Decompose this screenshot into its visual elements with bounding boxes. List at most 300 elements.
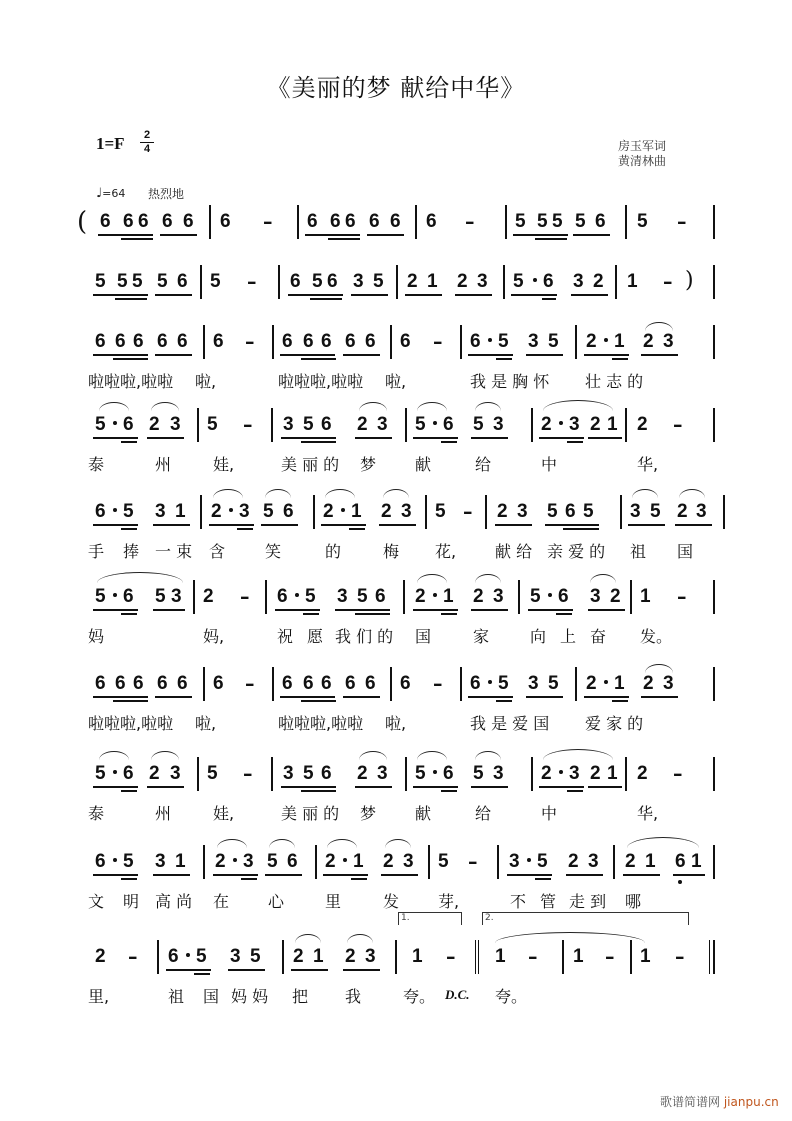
bar-line (503, 265, 505, 299)
lyric: 愿 (307, 627, 324, 646)
note-digit: 6 (213, 673, 224, 694)
note-digit: 3 (569, 414, 580, 435)
note-digit: 3 (283, 414, 294, 435)
bar-line (460, 325, 462, 359)
lyric: 娃, (213, 804, 235, 823)
note-digit: 2 (643, 331, 654, 352)
bar-line (209, 205, 211, 239)
lyric: 我 们 的 (335, 627, 394, 646)
note-digit: 3 (337, 586, 348, 607)
bar-line (197, 408, 199, 442)
lyric: 发。 (640, 627, 673, 646)
beam-underline (588, 609, 625, 611)
note-digit: 5 (267, 851, 278, 872)
note-digit: 5 (207, 763, 218, 784)
beam-underline (323, 874, 368, 876)
notes (85, 580, 725, 616)
beam-underline (335, 609, 390, 611)
note-digit: 6 (162, 211, 173, 232)
note-digit: 3 (377, 414, 388, 435)
note-digit: 3 (155, 501, 166, 522)
lyric: 笑 (265, 542, 282, 561)
lyric: 含 (209, 542, 226, 561)
extension-dash: – (263, 211, 273, 233)
bar-line (272, 325, 274, 359)
slur-arc (475, 574, 501, 583)
note-digit: 3 (630, 501, 641, 522)
note-digit: 1 (353, 851, 364, 872)
beam-underline (155, 294, 192, 296)
notes (85, 325, 725, 361)
note-digit: 3 (283, 763, 294, 784)
lyric: 祖 (630, 542, 647, 561)
note-digit: 6 (400, 673, 411, 694)
note-digit: 6 (133, 331, 144, 352)
beam-underline (265, 874, 302, 876)
beam-underline (261, 524, 298, 526)
beam-underline (381, 874, 418, 876)
bar-line (425, 495, 427, 529)
beam-underline (567, 790, 583, 792)
beam-underline (155, 696, 192, 698)
bar-line (282, 940, 284, 974)
bar-line (531, 408, 533, 442)
slur-arc (97, 572, 183, 583)
note-digit: 3 (588, 851, 599, 872)
beam-underline (526, 696, 563, 698)
beam-underline (121, 613, 137, 615)
note-digit: 5 (473, 414, 484, 435)
bar-line (271, 757, 273, 791)
note-digit: 2 (586, 673, 597, 694)
beam-underline (526, 354, 563, 356)
bar-line (403, 580, 405, 614)
lyric: 一 束 (155, 542, 193, 561)
note-digit: 2 (590, 414, 601, 435)
beam-underline (93, 786, 138, 788)
beam-underline (495, 524, 532, 526)
beam-underline (584, 354, 629, 356)
beam-underline (281, 786, 336, 788)
beam-underline (511, 294, 557, 296)
score-line-3 (85, 325, 725, 395)
lyric: 发 (383, 892, 400, 911)
note-digit: 5 (415, 763, 426, 784)
note-digit: 5 (305, 586, 316, 607)
lyric: 华, (637, 455, 659, 474)
slur-arc (347, 934, 373, 943)
beam-underline (675, 524, 712, 526)
lyric: 华, (637, 804, 659, 823)
note-digit: 1 (443, 586, 454, 607)
bar-line (713, 845, 715, 879)
note-digit: 1 (645, 851, 656, 872)
beam-underline (355, 613, 390, 615)
lyric: 献 (415, 804, 432, 823)
slur-arc (645, 664, 673, 673)
bar-line (203, 845, 205, 879)
bar-line (405, 408, 407, 442)
note-digit: 5 (548, 673, 559, 694)
lyric: 芽, (438, 892, 460, 911)
beam-underline (567, 441, 583, 443)
beam-underline (539, 437, 584, 439)
lyric: 美 丽 的 (281, 804, 340, 823)
note-digit: 5 (312, 271, 323, 292)
note-digit: 3 (243, 851, 254, 872)
notes (85, 667, 725, 703)
note-digit: 3 (377, 763, 388, 784)
note-digit: 6 (95, 501, 106, 522)
note-digit: 6 (213, 331, 224, 352)
slur-arc (543, 749, 613, 760)
beam-underline (153, 874, 190, 876)
note-digit: 1 (175, 501, 186, 522)
beam-underline (528, 609, 573, 611)
beam-underline (280, 354, 335, 356)
beam-underline (275, 609, 320, 611)
lyric: 给 (475, 455, 492, 474)
note-digit: 6 (220, 211, 231, 232)
note-digit: 2 (677, 501, 688, 522)
bar-line (713, 325, 715, 359)
note-digit: 5 (498, 673, 509, 694)
lyric: 中 (541, 455, 558, 474)
augmentation-dot (488, 338, 492, 342)
augmentation-dot (604, 338, 608, 342)
augmentation-dot (488, 680, 492, 684)
extension-dash: – (675, 946, 685, 968)
note-digit: 2 (586, 331, 597, 352)
lyric: 妈 (88, 627, 105, 646)
note-digit: 6 (390, 211, 401, 232)
augmentation-dot (533, 278, 537, 282)
bar-line (630, 580, 632, 614)
extension-dash: – (673, 763, 683, 785)
augmentation-dot (433, 421, 437, 425)
extension-dash: – (243, 763, 253, 785)
slur-arc (359, 402, 387, 411)
beam-underline (305, 234, 360, 236)
low-octave-dot (678, 880, 682, 884)
lyric: 文 (88, 892, 105, 911)
note-digit: 2 (357, 763, 368, 784)
note-digit: 6 (100, 211, 111, 232)
beam-underline (93, 437, 138, 439)
beam-underline (343, 354, 380, 356)
notes (85, 757, 725, 793)
lyric: 啦啦啦,啦啦 (88, 714, 174, 733)
note-digit: 3 (493, 586, 504, 607)
beam-underline (441, 441, 457, 443)
lyric: 夸。 (403, 987, 436, 1006)
note-digit: 1 (495, 946, 506, 967)
note-digit: 6 (282, 673, 293, 694)
slur-arc (383, 489, 409, 498)
note-digit: 6 (115, 331, 126, 352)
note-digit: 2 (211, 501, 222, 522)
note-digit: 6 (375, 586, 386, 607)
note-digit: 1 (607, 763, 618, 784)
double-bar-line (475, 940, 476, 974)
note-digit: 6 (307, 211, 318, 232)
watermark-url: jianpu.cn (723, 1095, 779, 1109)
note-digit: 2 (325, 851, 336, 872)
note-digit: 5 (196, 946, 207, 967)
note-digit: 6 (290, 271, 301, 292)
note-digit: 3 (493, 763, 504, 784)
score-line-5 (85, 495, 725, 565)
augmentation-dot (113, 858, 117, 862)
note-digit: 6 (345, 211, 356, 232)
beam-underline (455, 294, 492, 296)
note-digit: 2 (149, 763, 160, 784)
beam-underline (121, 528, 137, 530)
bar-line (518, 580, 520, 614)
note-digit: 6 (321, 763, 332, 784)
note-digit: 1 (640, 946, 651, 967)
note-digit: 3 (509, 851, 520, 872)
note-digit: 3 (528, 331, 539, 352)
lyric: 心 (268, 892, 285, 911)
note-digit: 2 (381, 501, 392, 522)
note-digit: 5 (435, 501, 446, 522)
slur-arc (495, 932, 645, 943)
slur-arc (99, 751, 129, 760)
tempo-marking (96, 186, 125, 201)
beam-underline (441, 790, 457, 792)
note-digit: 1 (573, 946, 584, 967)
slur-arc (151, 751, 179, 760)
note-digit: 2 (323, 501, 334, 522)
beam-underline (209, 524, 254, 526)
slur-arc (417, 402, 447, 411)
beam-underline (545, 524, 599, 526)
beam-underline (93, 609, 138, 611)
note-digit: 3 (230, 946, 241, 967)
first-ending-bracket: 1. (398, 912, 462, 925)
extension-dash: – (663, 271, 673, 293)
note-digit: 2 (637, 414, 648, 435)
extension-dash: – (673, 414, 683, 436)
note-digit: 6 (321, 331, 332, 352)
credits (618, 139, 666, 169)
note-digit: 5 (537, 851, 548, 872)
beam-underline (213, 874, 258, 876)
note-digit: 2 (357, 414, 368, 435)
note-digit: 3 (171, 586, 182, 607)
note-digit: 5 (210, 271, 221, 292)
bar-line (613, 845, 615, 879)
lyric: 啦, (385, 714, 407, 733)
watermark (660, 1093, 779, 1110)
beam-underline (343, 696, 380, 698)
beam-underline (496, 358, 512, 360)
watermark-site: 歌谱简谱网 (660, 1095, 721, 1109)
lyric: 国 (415, 627, 432, 646)
lyric: 的 (325, 542, 342, 561)
open-paren: ( (77, 207, 88, 237)
note-digit: 2 (203, 586, 214, 607)
augmentation-dot (527, 858, 531, 862)
note-digit: 5 (303, 763, 314, 784)
lyric: 啦啦啦,啦啦 (278, 714, 364, 733)
beam-underline (93, 294, 148, 296)
lyric: 走 到 (569, 892, 607, 911)
extension-dash: – (128, 946, 138, 968)
note-digit: 3 (477, 271, 488, 292)
slur-arc (265, 489, 291, 498)
augmentation-dot (433, 593, 437, 597)
beam-underline (301, 358, 336, 360)
note-digit: 5 (530, 586, 541, 607)
bar-line (415, 205, 417, 239)
bar-line (485, 495, 487, 529)
note-digit: 5 (548, 331, 559, 352)
note-digit: 3 (365, 946, 376, 967)
note-digit: 1 (427, 271, 438, 292)
beam-underline (301, 700, 336, 702)
slur-arc (475, 402, 501, 411)
augmentation-dot (343, 858, 347, 862)
lyric: 花, (435, 542, 457, 561)
note-digit: 6 (558, 586, 569, 607)
tempo-value: =64 (102, 187, 126, 200)
beam-underline (441, 613, 457, 615)
augmentation-dot (113, 421, 117, 425)
note-digit: 6 (443, 763, 454, 784)
extension-dash: – (468, 851, 478, 873)
second-ending-bracket: 2. (482, 912, 689, 925)
lyric: 明 (123, 892, 140, 911)
lyric: 泰 (88, 455, 105, 474)
slur-arc (627, 837, 699, 848)
bar-line (505, 205, 507, 239)
note-digit: 6 (369, 211, 380, 232)
bar-line (271, 408, 273, 442)
lyric: 献 (415, 455, 432, 474)
time-signature (140, 130, 154, 155)
lyric: 向 (530, 627, 547, 646)
beam-underline (413, 437, 458, 439)
note-digit: 6 (177, 331, 188, 352)
note-digit: 5 (303, 414, 314, 435)
lyric: 管 (540, 892, 557, 911)
note-digit: 6 (115, 673, 126, 694)
note-digit: 6 (168, 946, 179, 967)
extension-dash: – (245, 331, 255, 353)
note-digit: 5 (415, 414, 426, 435)
slur-arc (151, 402, 179, 411)
note-digit: 6 (365, 673, 376, 694)
score-line-9 (85, 845, 725, 915)
lyric: 给 (475, 804, 492, 823)
note-digit: 3 (528, 673, 539, 694)
note-digit: 1 (607, 414, 618, 435)
slur-arc (327, 839, 357, 848)
note-digit: 1 (627, 271, 638, 292)
note-digit: 3 (170, 414, 181, 435)
score-line-7 (85, 667, 725, 737)
note-digit: 6 (95, 331, 106, 352)
slur-arc (99, 402, 129, 411)
lyric: 妈, (203, 627, 225, 646)
note-digit: 5 (537, 211, 548, 232)
quarter-note-icon: ♩ (96, 186, 103, 201)
beam-underline (367, 234, 404, 236)
note-digit: 5 (552, 211, 563, 232)
note-digit: 2 (215, 851, 226, 872)
lyric: 把 (292, 987, 309, 1006)
beam-underline (301, 790, 336, 792)
bar-line (713, 408, 715, 442)
note-digit: 1 (614, 673, 625, 694)
bar-line (713, 757, 715, 791)
note-digit: 6 (177, 271, 188, 292)
notes (85, 265, 725, 301)
bar-line (297, 205, 299, 239)
slur-arc (295, 934, 321, 943)
note-digit: 1 (640, 586, 651, 607)
lyric: 娃, (213, 455, 235, 474)
note-digit: 2 (497, 501, 508, 522)
bar-line (630, 940, 632, 974)
beam-underline (566, 874, 603, 876)
lyric: 高 尚 (155, 892, 193, 911)
note-digit: 3 (155, 851, 166, 872)
note-digit: 2 (541, 414, 552, 435)
note-digit: 5 (575, 211, 586, 232)
bar-line (620, 495, 622, 529)
lyric: 州 (155, 455, 172, 474)
slur-arc (213, 489, 243, 498)
bar-line (390, 667, 392, 701)
beam-underline (351, 878, 367, 880)
beam-underline (468, 354, 513, 356)
bar-line (278, 265, 280, 299)
slur-arc (385, 839, 411, 848)
lyric: 啦啦啦,啦啦 (88, 372, 174, 391)
note-digit: 6 (595, 211, 606, 232)
extension-dash: – (433, 673, 443, 695)
beam-underline (535, 238, 567, 240)
lyric: 啦, (195, 714, 217, 733)
extension-dash: – (247, 271, 257, 293)
lyric: 我 是 爱 国 (470, 714, 550, 733)
note-digit: 6 (470, 331, 481, 352)
lyric: 夸。 (495, 987, 528, 1006)
note-digit: 5 (95, 271, 106, 292)
double-bar-line (709, 940, 710, 974)
extension-dash: – (240, 586, 250, 608)
bar-line (575, 325, 577, 359)
note-digit: 3 (590, 586, 601, 607)
note-digit: 5 (157, 271, 168, 292)
note-digit: 6 (95, 851, 106, 872)
beam-underline (351, 294, 388, 296)
key-signature: 1=F (96, 134, 125, 153)
note-digit: 2 (643, 673, 654, 694)
note-digit: 3 (239, 501, 250, 522)
close-paren: ) (685, 268, 694, 293)
extension-dash: – (446, 946, 456, 968)
note-digit: 6 (543, 271, 554, 292)
note-digit: 2 (541, 763, 552, 784)
lyric: 州 (155, 804, 172, 823)
note-digit: 2 (593, 271, 604, 292)
bar-line (203, 325, 205, 359)
lyric: 梅 (383, 542, 400, 561)
